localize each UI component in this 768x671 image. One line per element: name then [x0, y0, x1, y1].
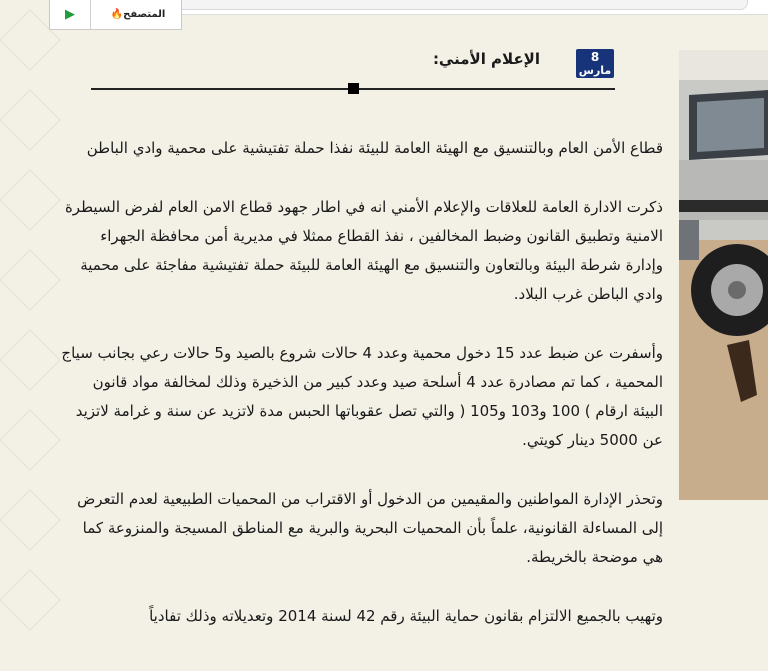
post-date-badge: [576, 49, 614, 78]
photo-illustration: [679, 50, 768, 500]
background-pattern: [0, 0, 60, 671]
vehicle-and-confiscated-rifle-photo: [679, 50, 768, 500]
fire-icon: 🔥: [110, 9, 124, 20]
divider-square-marker: [348, 83, 359, 94]
article-paragraph: قطاع الأمن العام وبالتنسيق مع الهيئة العامة للبيئة نفذا حملة تفتيشية على محمية وادي الباطن: [86, 139, 663, 157]
article-paragraph: ذكرت الادارة العامة للعلاقات والإعلام الأمني انه في اطار جهود قطاع الامن العام لفرض السيطرة الامنية وتطبيق القانون وضبط المخالفين ، نفذ القطاع ممثلا في مديرية أمن محافظة الجهراء وإدارة شرطة البيئة وبالتعاون والتنسيق مع الهيئة العامة للبيئة حملة تفتيشية مفاجئة على محمية وادي الباطن غرب البلاد.: [64, 198, 663, 303]
article-body: [60, 134, 663, 661]
media-widget[interactable]: [49, 0, 182, 30]
post-date-month: مارس: [578, 64, 612, 77]
post-date-day: 8: [590, 50, 600, 64]
article-paragraph: وتهيب بالجميع الالتزام بقانون حماية البيئة رقم 42 لسنة 2014 وتعديلاته وذلك تفادياً: [149, 607, 663, 625]
media-widget-label: المتصفح 🔥: [110, 9, 166, 20]
post-title: الإعلام الأمني:: [432, 50, 540, 68]
article-paragraph: وتحذر الإدارة المواطنين والمقيمين من الدخول أو الاقتراب من المحميات الطبيعية لعدم التعرض إلى المساءلة القانونية، علماً بأن المحميات البحرية والبرية مع المناطق المسيجة والمنزوعة كما هي موضحة بالخريطة.: [77, 490, 663, 566]
horizontal-scrollbar[interactable]: [160, 0, 748, 10]
play-icon[interactable]: ▶: [50, 0, 91, 29]
article-paragraph: وأسفرت عن ضبط عدد 15 دخول محمية وعدد 4 حالات شروع بالصيد و5 حالات رعي بجانب سياج المحمية ، كما تم مصادرة عدد 4 أسلحة صيد وعدد كبير من الذخيرة وذلك لمخالفة مواد قانون البيئة ارقام ) 100 و103 و105 ( والتي تصل عقوباتها الحبس مدة لاتزيد عن سنة و غرامة لاتزيد عن 5000 دينار كويتي.: [61, 344, 663, 449]
